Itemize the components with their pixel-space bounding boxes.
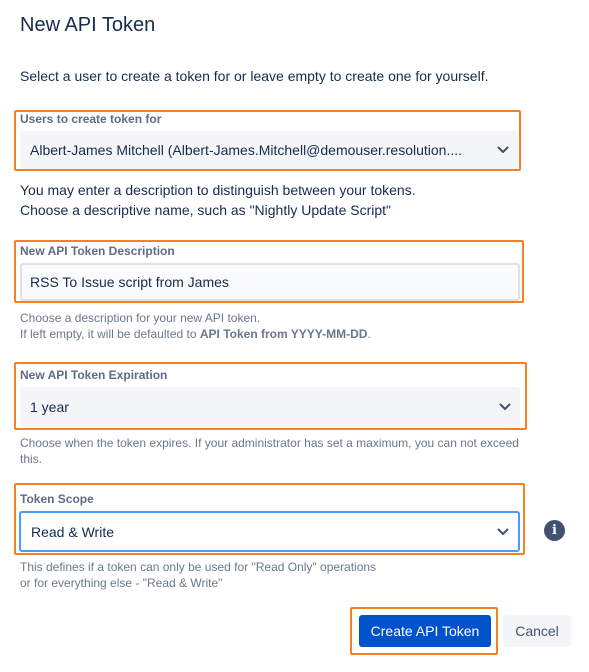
chevron-down-icon (490, 387, 520, 427)
description-intro-line2: Choose a descriptive name, such as "Nightly Update Script" (20, 202, 392, 218)
chevron-down-icon (488, 131, 518, 169)
users-select-value: Albert-James Mitchell (Albert-James.Mitchell@demouser.resolution.... (30, 142, 463, 158)
users-label: Users to create token for (20, 112, 162, 126)
chevron-down-icon (488, 513, 518, 550)
users-select[interactable] (20, 131, 518, 169)
expiration-help-line1: Choose when the token expires. If your administrator has set a maximum, you can not exceed (20, 436, 519, 450)
scope-help-line2: or for everything else - "Read & Write" (20, 576, 223, 590)
description-label: New API Token Description (20, 244, 175, 258)
create-api-token-button[interactable]: Create API Token (359, 615, 491, 647)
expiration-help-line2: this. (20, 452, 43, 466)
cancel-button[interactable]: Cancel (503, 615, 571, 647)
scope-select[interactable] (19, 511, 520, 552)
description-input[interactable] (20, 263, 520, 301)
info-icon[interactable]: i (544, 520, 565, 541)
description-input-value: RSS To Issue script from James (30, 274, 229, 290)
scope-label: Token Scope (20, 492, 94, 506)
dialog-intro: Select a user to create a token for or leave empty to create one for yourself. (20, 68, 489, 84)
description-help-line1: Choose a description for your new API token. (20, 311, 261, 325)
expiration-select[interactable] (20, 387, 520, 427)
scope-help-line1: This defines if a token can only be used for "Read Only" operations (20, 560, 377, 574)
description-intro-line1: You may enter a description to distinguish between your tokens. (20, 182, 416, 198)
description-help-line2: If left empty, it will be defaulted to API Token from YYYY-MM-DD. (20, 327, 371, 341)
dialog-title: New API Token (20, 14, 156, 36)
expiration-help (20, 435, 519, 467)
description-intro (20, 180, 416, 220)
expiration-label: New API Token Expiration (20, 368, 168, 382)
description-help (20, 310, 371, 342)
scope-select-value: Read & Write (31, 523, 114, 540)
scope-help (20, 559, 376, 591)
expiration-select-value: 1 year (30, 399, 69, 415)
